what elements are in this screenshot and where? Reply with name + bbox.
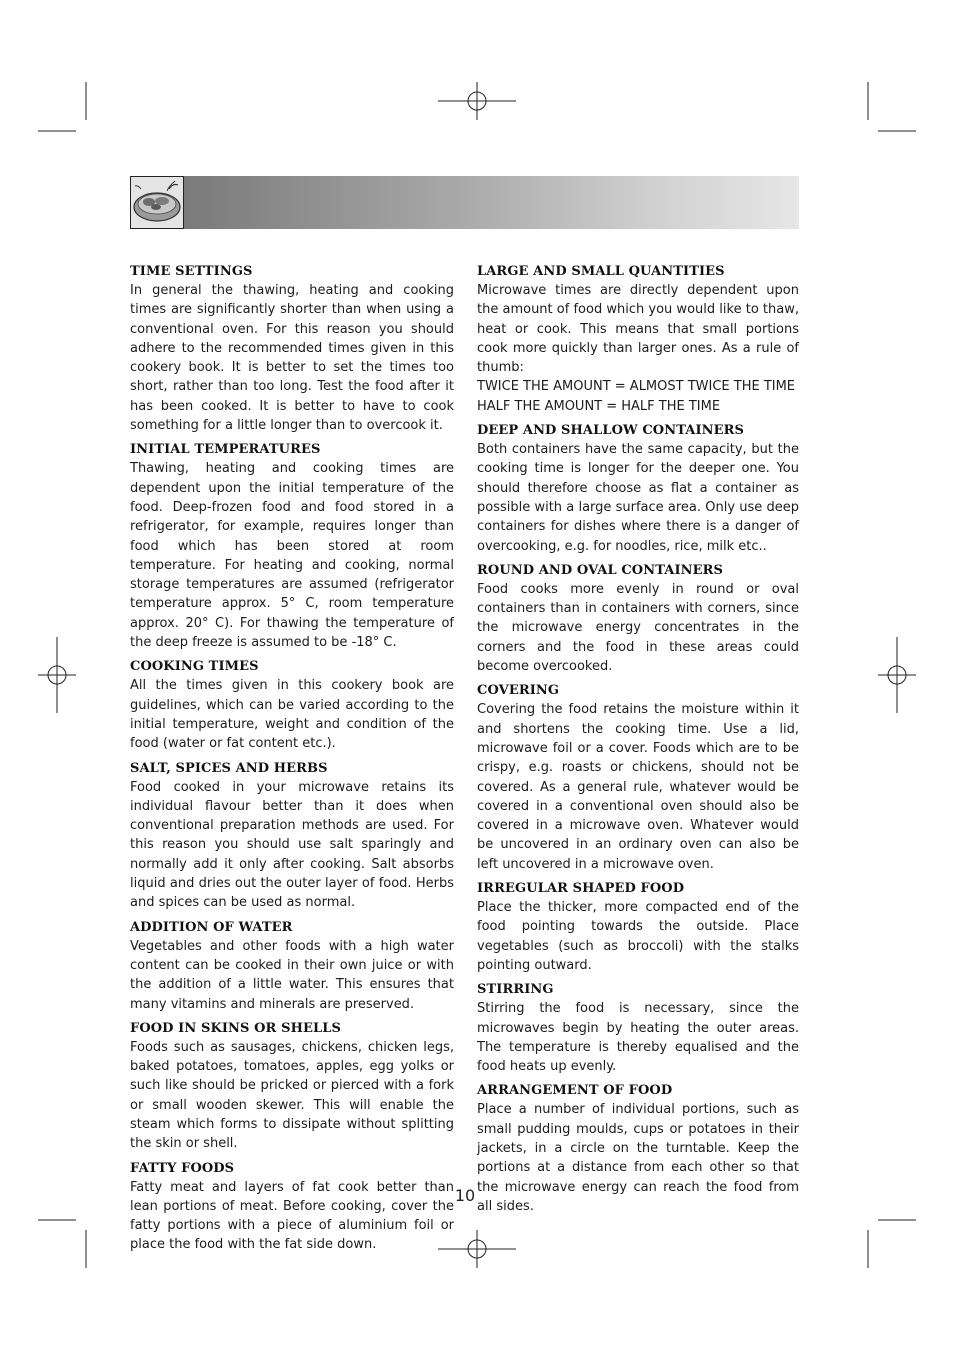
right-column (477, 262, 799, 1221)
section-heading: ADDITION OF WATER (130, 919, 293, 935)
section-body: Microwave times are directly dependent upon the amount of food which you would like to thaw, heat or cook. This means that small portions cook more quickly than larger ones. As a rule of thumb: (477, 283, 799, 376)
section-heading: ARRANGEMENT OF FOOD (477, 1083, 673, 1099)
section-body: Thawing, heating and cooking times are dependent upon the initial temperature of the food. Deep-frozen food and food stored in a refrigerator, for example, requires longer than food which has been stored at room temperature. For heating and cooking, normal storage temperatures are assumed (refrigerator temperature approx. 5° C, room temperature approx. 20° C). For thawing the temperature of the deep freeze is assumed to be -18° C. (130, 461, 454, 651)
section-heading: FATTY FOODS (130, 1160, 235, 1176)
section-body: Foods such as sausages, chickens, chicken legs, baked potatoes, tomatoes, apples, egg yolks or such like should be pricked or pierced with a fork or small wooden skewer. This will enable the steam which forms to dissipate without splitting the skin or shell. (130, 1039, 454, 1152)
section-stirring (477, 980, 799, 1076)
section-salt-spices-herbs (130, 759, 454, 913)
rule-line: HALF THE AMOUNT = HALF THE TIME (477, 398, 721, 414)
registration-mark-left (38, 637, 76, 713)
section-covering (477, 681, 799, 874)
section-initial-temperatures (130, 440, 454, 652)
section-body: Food cooks more evenly in round or oval containers than in containers with corners, since the microwave energy concentrates in the corners and the food in these areas could become overcooked. (477, 581, 799, 675)
section-large-small-quantities (477, 262, 799, 416)
rule-line: TWICE THE AMOUNT = ALMOST TWICE THE TIME (477, 379, 796, 395)
section-time-settings (130, 262, 454, 435)
section-arrangement-of-food (477, 1081, 799, 1216)
section-heading: COVERING (477, 683, 560, 699)
section-heading: LARGE AND SMALL QUANTITIES (477, 264, 725, 279)
registration-mark-right (878, 637, 916, 713)
section-body: Both containers have the same capacity, but the cooking time is longer for the deeper one. You should therefore choose as flat a container as possible with a large surface area. Only use deep containers for dishes where there is a danger of overcooking, e.g. for noodles, rice, milk etc.. (477, 442, 799, 554)
section-body: Place the thicker, more compacted end of the food pointing towards the outside. Place vegetables (such as broccoli) with the stalks pointing outward. (477, 900, 799, 973)
section-body: All the times given in this cookery book are guidelines, which can be varied according to the initial temperature, weight and condition of the food (water or fat content etc.). (130, 678, 454, 752)
section-body: Vegetables and other foods with a high water content can be cooked in their own juice or with the addition of a little water. This ensures that many vitamins and minerals are preserved. (130, 938, 454, 1012)
section-fatty-foods (130, 1159, 454, 1255)
food-dish-icon (130, 176, 184, 229)
section-irregular-shaped-food (477, 879, 799, 975)
left-column (130, 262, 454, 1260)
section-heading: ROUND AND OVAL CONTAINERS (477, 562, 724, 578)
page-number: 10 (454, 1186, 476, 1205)
section-heading: DEEP AND SHALLOW CONTAINERS (477, 423, 745, 439)
registration-mark-top (438, 82, 516, 120)
section-heading: INITIAL TEMPERATURES (130, 442, 321, 458)
section-heading: IRREGULAR SHAPED FOOD (477, 881, 685, 897)
section-deep-shallow-containers (477, 421, 799, 556)
section-food-in-skins (130, 1019, 454, 1154)
section-round-oval-containers (477, 561, 799, 676)
section-cooking-times (130, 657, 454, 753)
section-heading: FOOD IN SKINS OR SHELLS (130, 1020, 341, 1036)
section-heading: STIRRING (477, 982, 554, 998)
section-heading: TIME SETTINGS (130, 264, 253, 279)
section-body: Place a number of individual portions, such as small pudding moulds, cups or potatoes in their jackets, in a circle on the turntable. Keep the portions at a distance from each other so that the microwave energy can reach the food from all sides. (477, 1102, 799, 1214)
section-addition-of-water (130, 918, 454, 1014)
section-body: Fatty meat and layers of fat cook better than lean portions of meat. Before cooking, cover the fatty portions with a piece of aluminium foil or place the food with the fat side down. (130, 1179, 454, 1253)
section-body: Stirring the food is necessary, since the microwaves begin by heating the outer areas. The temperature is thereby equalised and the food heats up evenly. (477, 1001, 799, 1075)
section-heading: SALT, SPICES AND HERBS (130, 760, 328, 776)
section-body: Food cooked in your microwave retains its individual flavour better than it does when conventional preparation methods are used. For this reason you should use salt sparingly and normally add it only after cooking. Salt absorbs liquid and dries out the outer layer of food. Herbs and spices can be used as normal. (130, 779, 454, 911)
section-body: Covering the food retains the moisture within it and shortens the cooking time. Use a lid, microwave foil or a cover. Foods which are to be crispy, e.g. roasts or chickens, should not be covered. As a general rule, whatever would be covered in a conventional oven should also be covered in a microwave oven. Whatever would be uncovered in an ordinary oven can also be left uncovered in a microwave oven. (477, 702, 799, 872)
header-gradient-bar (184, 176, 799, 229)
section-heading: COOKING TIMES (130, 659, 259, 675)
section-body: In general the thawing, heating and cooking times are significantly shorter than when using a conventional oven. For this reason you should adhere to the recommended times given in this cookery book. It is better to set the times too short, rather than too long. Test the food after it has been cooked. It is better to have to cook something for a little longer than to overcook it. (130, 283, 454, 434)
